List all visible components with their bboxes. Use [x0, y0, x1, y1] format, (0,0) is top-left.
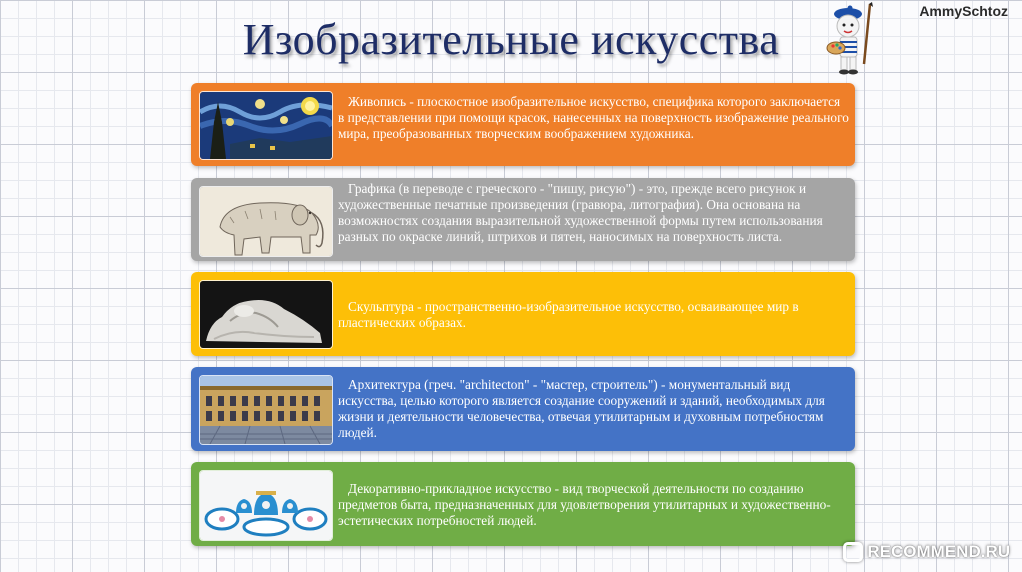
recommend-watermark-text: RECOMMEND.RU — [867, 542, 1010, 561]
card-decorative-arts-text: Декоративно-прикладное искусство - вид творческой деятельности по созданию предметов быта, предназначенных для удовлетворения утилитарных и художественно-эстетических потребностей людей. — [338, 481, 831, 528]
card-graphics-text: Графика (в переводе с греческого - "пишу, рисую") - это, прежде всего рисунок и художественные печатные произведения (гравюра, литография). Она основана на возможностях создания выразительной художественной формы путем использования разных по окраске линий, штрихов и пятен, наносимых на поверхность листа. — [338, 181, 823, 244]
card-painting-text: Живопись - плоскостное изобразительное искусство, специфика которого заключается в представлении при помощи красок, нанесенных на поверхность изображение реального мира, преобразованных творческим воображением художника. — [338, 94, 849, 141]
card-architecture-text: Архитектура (греч. "architecton" - "мастер, строитель") - монументальный вид искусства, целью которого является создание сооружений и зданий, необходимых для жизни и деятельности человечества, отвечая утилитарным и духовным потребностям людей. — [338, 377, 825, 440]
card-graphics — [191, 178, 855, 261]
slide-title: Изобразительные искусства — [242, 15, 780, 64]
recommend-watermark — [843, 542, 1010, 562]
card-architecture — [191, 367, 855, 451]
palace-building-image — [199, 375, 333, 445]
porcelain-tableware-image — [199, 470, 333, 541]
card-painting — [191, 83, 855, 166]
card-decorative-arts — [191, 462, 855, 546]
card-sculpture — [191, 272, 855, 356]
painter-icon — [826, 2, 882, 76]
elephant-drawing-image — [199, 186, 333, 257]
card-sculpture-text: Скульптура - пространственно-изобразительное искусство, осваивающее мир в пластических образах. — [338, 299, 799, 330]
recommend-logo-icon — [843, 542, 863, 562]
username-watermark: AmmySchtoz — [919, 3, 1008, 19]
marble-sculpture-image — [199, 280, 333, 349]
starry-night-painting-image — [199, 91, 333, 160]
